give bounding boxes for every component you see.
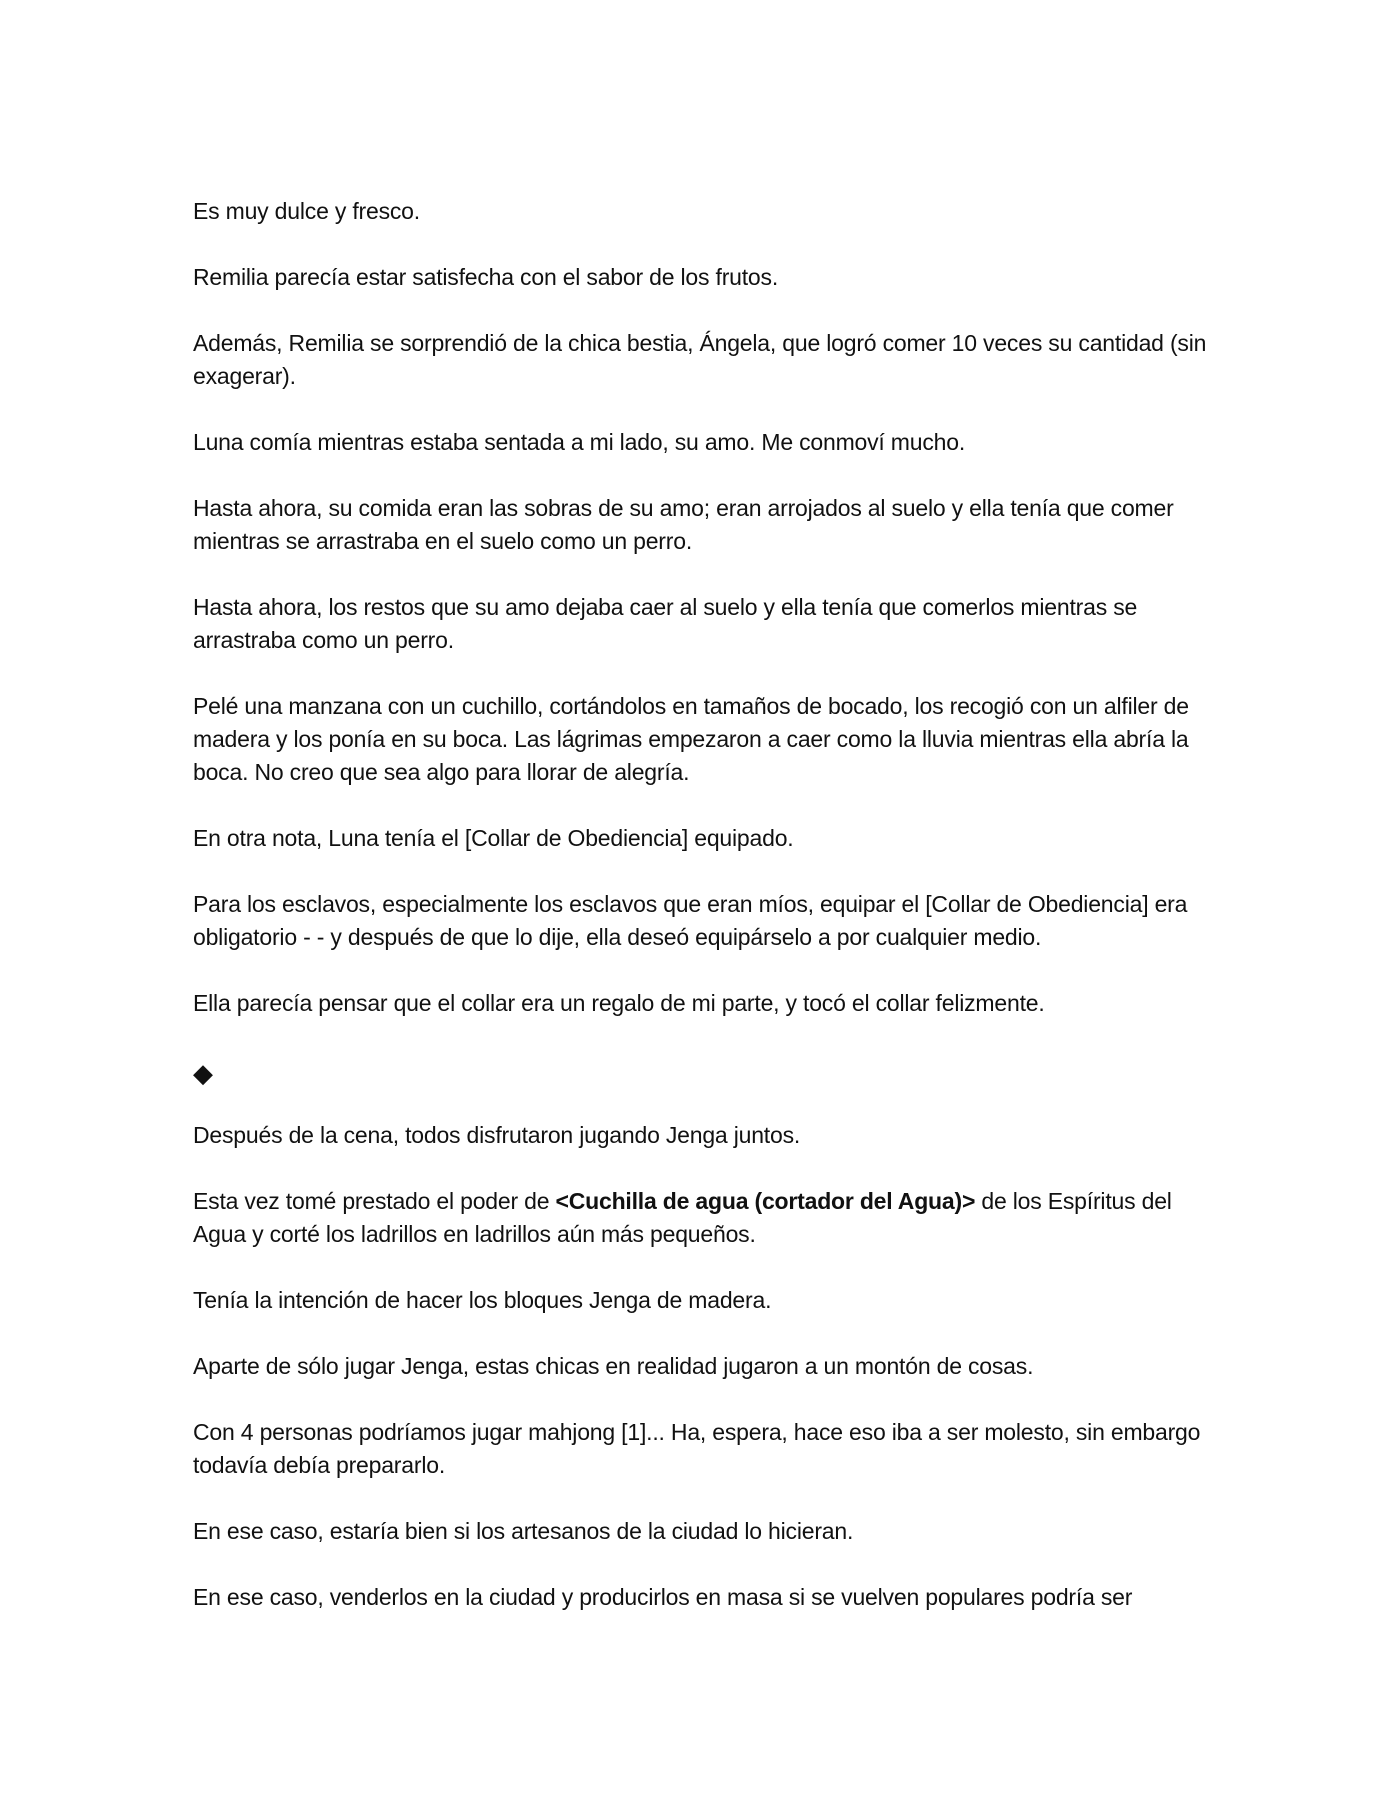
paragraph: Después de la cena, todos disfrutaron jugando Jenga juntos. [193, 1122, 801, 1148]
paragraph: Pelé una manzana con un cuchillo, cortándolos en tamaños de bocado, los recogió con un alfiler de madera y los ponía en su boca. Las lágrimas empezaron a caer como la lluvia mientras ella abría la boca. No creo que sea algo para llorar de alegría. [193, 693, 1189, 785]
paragraph: Para los esclavos, especialmente los esclavos que eran míos, equipar el [Collar de Obediencia] era obligatorio - - y después de que lo dije, ella deseó equipárselo a por cualquier medio. [193, 891, 1188, 950]
paragraph [193, 1185, 1223, 1251]
paragraph: Aparte de sólo jugar Jenga, estas chicas en realidad jugaron a un montón de cosas. [193, 1353, 1034, 1379]
paragraph: En ese caso, estaría bien si los artesanos de la ciudad lo hicieran. [193, 1518, 854, 1544]
paragraph: Tenía la intención de hacer los bloques Jenga de madera. [193, 1287, 772, 1313]
paragraph-text: Esta vez tomé prestado el poder de [193, 1188, 556, 1214]
paragraph: Ella parecía pensar que el collar era un regalo de mi parte, y tocó el collar felizmente. [193, 990, 1045, 1016]
paragraph: Remilia parecía estar satisfecha con el sabor de los frutos. [193, 264, 779, 290]
paragraph: En ese caso, venderlos en la ciudad y producirlos en masa si se vuelven populares podría ser [193, 1584, 1133, 1610]
bold-skill-name: <Cuchilla de agua (cortador del Agua)> [555, 1188, 976, 1214]
section-separator-diamond: ◆ [193, 1058, 213, 1088]
paragraph: En otra nota, Luna tenía el [Collar de Obediencia] equipado. [193, 825, 794, 851]
paragraph: Además, Remilia se sorprendió de la chica bestia, Ángela, que logró comer 10 veces su cantidad (sin exagerar). [193, 330, 1207, 389]
paragraph: Es muy dulce y fresco. [193, 198, 420, 224]
paragraph: Hasta ahora, los restos que su amo dejaba caer al suelo y ella tenía que comerlos mientras se arrastraba como un perro. [193, 594, 1138, 653]
paragraph-text: de los Espíritus del Agua y corté los ladrillos en ladrillos aún más pequeños. [193, 1188, 1172, 1247]
paragraph: Hasta ahora, su comida eran las sobras de su amo; eran arrojados al suelo y ella tenía que comer mientras se arrastraba en el suelo como un perro. [193, 495, 1174, 554]
paragraph: Con 4 personas podríamos jugar mahjong [1]... Ha, espera, hace eso iba a ser molesto, sin embargo todavía debía prepararlo. [193, 1419, 1201, 1478]
paragraph: Luna comía mientras estaba sentada a mi lado, su amo. Me conmoví mucho. [193, 429, 966, 455]
